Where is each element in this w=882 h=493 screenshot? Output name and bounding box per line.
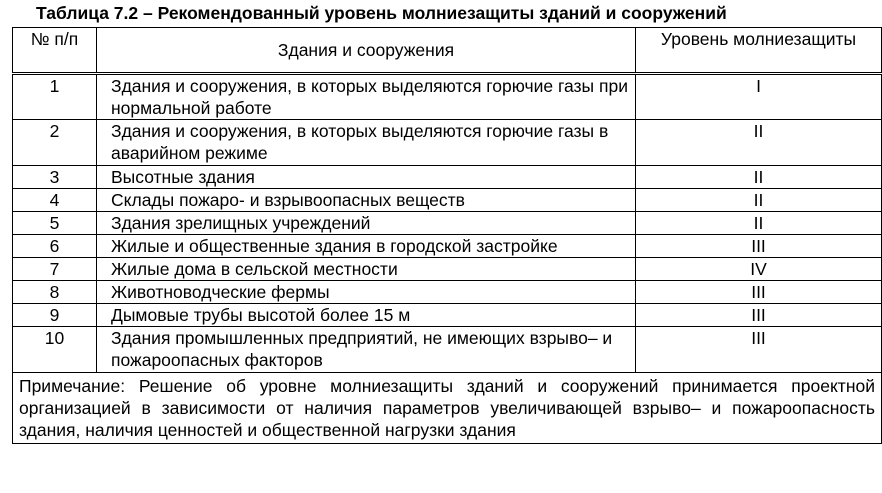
- row-building-type-text: Здания и сооружения, в которых выделяются горючие газы при нормальной работе: [111, 76, 628, 118]
- row-protection-level: III: [636, 281, 882, 304]
- row-num: 6: [13, 235, 97, 258]
- row-num: 8: [13, 281, 97, 304]
- row-protection-level: II: [636, 189, 882, 212]
- header-num: № п/п: [13, 28, 97, 74]
- row-protection-level: II: [636, 212, 882, 235]
- row-building-type: [97, 258, 636, 281]
- row-building-type-text: Высотные здания: [111, 167, 255, 187]
- table-row: [13, 166, 882, 189]
- row-building-type-text: Дымовые трубы высотой более 15 м: [111, 305, 411, 325]
- row-protection-level: III: [636, 304, 882, 327]
- table-row: [13, 120, 882, 166]
- table-row: [13, 189, 882, 212]
- row-num: 5: [13, 212, 97, 235]
- row-building-type-text: Жилые дома в сельской местности: [111, 259, 398, 279]
- header-level: Уровень молниезащиты: [636, 28, 882, 74]
- row-building-type: [97, 120, 636, 166]
- row-building-type: [97, 189, 636, 212]
- table-row: [13, 281, 882, 304]
- row-building-type-text: Склады пожаро- и взрывоопасных веществ: [111, 190, 465, 210]
- lightning-protection-table: [12, 27, 882, 444]
- note-row: [13, 373, 882, 444]
- row-protection-level: III: [636, 235, 882, 258]
- row-protection-level: IV: [636, 258, 882, 281]
- row-building-type: [97, 281, 636, 304]
- row-num: 1: [13, 74, 97, 120]
- table-row: [13, 327, 882, 373]
- row-building-type: [97, 74, 636, 120]
- table-header-row: [13, 28, 882, 74]
- table-row: [13, 304, 882, 327]
- row-building-type: [97, 235, 636, 258]
- row-building-type: [97, 304, 636, 327]
- row-building-type-text: Жилые и общественные здания в городской застройке: [111, 236, 558, 256]
- row-protection-level: I: [636, 74, 882, 120]
- row-protection-level: II: [636, 166, 882, 189]
- row-building-type-text: Здания зрелищных учреждений: [111, 213, 371, 233]
- row-building-type-text: Здания промышленных предприятий, не имеющих взрыво– и пожароопасных факторов: [111, 328, 613, 370]
- row-num: 9: [13, 304, 97, 327]
- table-caption: Таблица 7.2 – Рекомендованный уровень молниезащиты зданий и сооружений: [36, 3, 727, 23]
- row-building-type: [97, 166, 636, 189]
- row-num: 7: [13, 258, 97, 281]
- row-num: 2: [13, 120, 97, 166]
- table-row: [13, 74, 882, 120]
- row-num: 10: [13, 327, 97, 373]
- row-protection-level: III: [636, 327, 882, 373]
- row-protection-level: II: [636, 120, 882, 166]
- row-num: 3: [13, 166, 97, 189]
- row-num: 4: [13, 189, 97, 212]
- row-building-type-text: Животноводческие фермы: [111, 282, 330, 302]
- row-building-type: [97, 212, 636, 235]
- table-row: [13, 258, 882, 281]
- table-note: Примечание: Решение об уровне молниезащиты зданий и сооружений принимается проектной организацией в зависимости от наличия параметров увеличивающей взрыво– и пожароопасность здания, наличия ценностей и общественной нагрузки здания: [13, 373, 882, 444]
- header-name: Здания и сооружения: [97, 28, 636, 74]
- table-row: [13, 235, 882, 258]
- row-building-type: [97, 327, 636, 373]
- table-row: [13, 212, 882, 235]
- row-building-type-text: Здания и сооружения, в которых выделяются горючие газы в аварийном режиме: [111, 121, 609, 163]
